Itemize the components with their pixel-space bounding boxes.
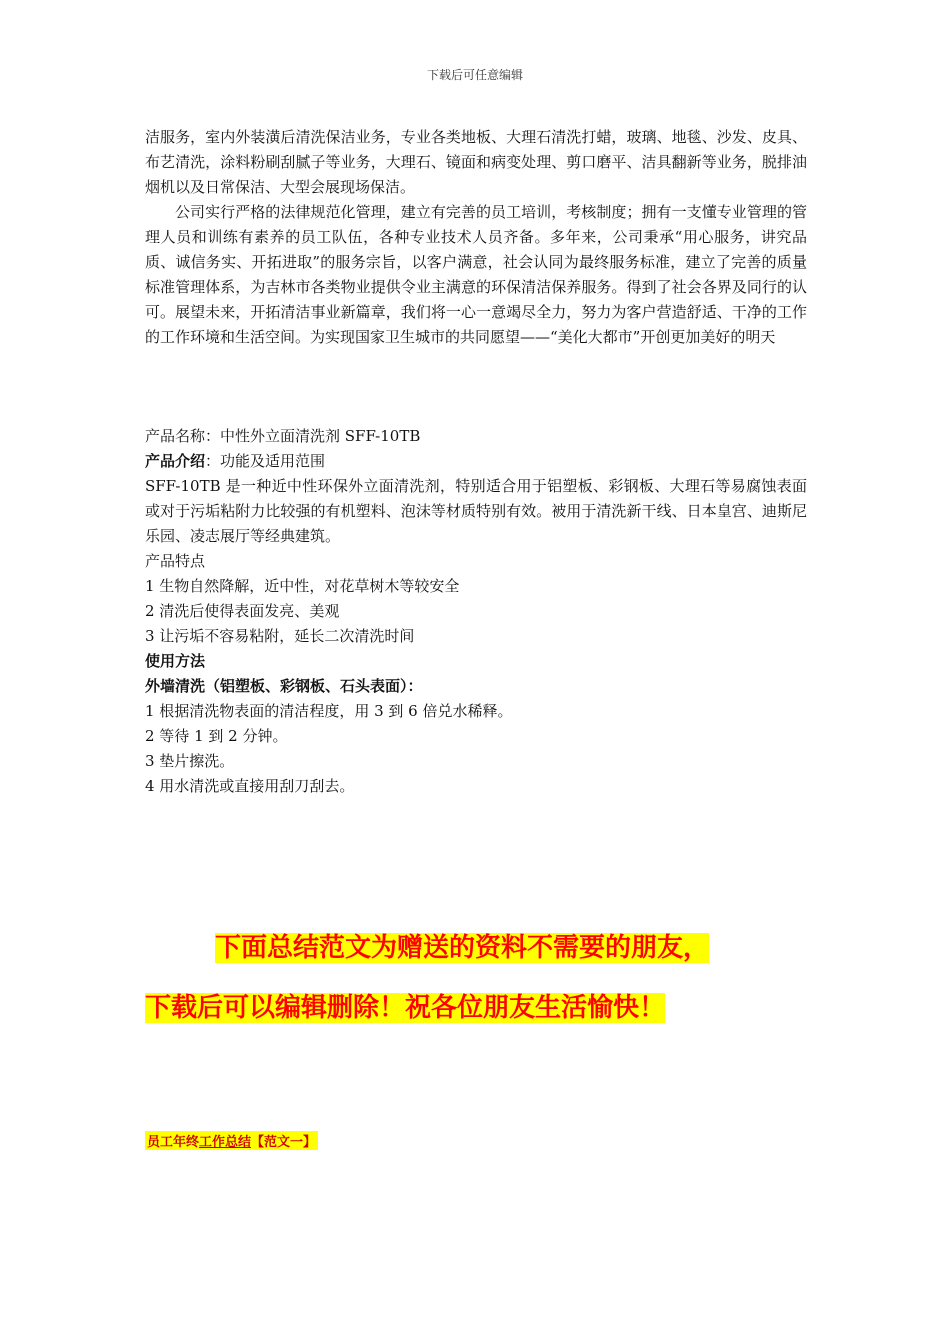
- title-suffix: 【范文一】: [251, 1135, 317, 1150]
- usage-step: 3 垫片擦洗。: [145, 752, 235, 770]
- features-title: 产品特点: [145, 552, 206, 570]
- product-intro-rest: ：功能及适用范围: [205, 452, 326, 470]
- notice-line-1: [145, 918, 807, 978]
- sample-essay-title: [145, 1131, 318, 1150]
- intro-paragraph-2: 公司实行严格的法律规范化管理，建立有完善的员工培训，考核制度；拥有一支懂专业管理的管理人员和训练有素养的员工队伍，各种专业技术人员齐备。多年来，公司秉承“用心服务，讲究品质、诚信务实、开拓进取”的服务宗旨，以客户满意，社会认同为最终服务标准，建立了完善的质量标准管理体系，为吉林市各类物业提供令业主满意的环保清洁保养服务。得到了社会各界及同行的认可。展望未来，开拓清洁事业新篇章，我们将一心一意竭尽全力，努力为客户营造舒适、干净的工作的工作环境和生活空间。为实现国家卫生城市的共同愿望——“美化大都市”开创更加美好的明天: [145, 203, 807, 346]
- usage-step: 4 用水清洗或直接用刮刀刮去。: [145, 777, 355, 795]
- usage-step: 1 根据清洗物表面的清洁程度，用 3 到 6 倍兑水稀释。: [145, 702, 513, 720]
- intro-paragraph-1: 洁服务，室内外装潢后清洗保洁业务，专业各类地板、大理石清洗打蜡，玻璃、地毯、沙发、皮具、布艺清洗，涂料粉刷刮腻子等业务，大理石、镜面和病变处理、剪口磨平、洁具翻新等业务，脱排油烟机以及日常保洁、大型会展现场保洁。: [145, 128, 807, 196]
- page-header: 下载后可任意编辑: [426, 68, 523, 82]
- company-intro: [145, 125, 807, 350]
- usage-subtitle: 外墙清洗（铝塑板、彩钢板、石头表面）：: [145, 677, 423, 695]
- feature-item: 2 清洗后使得表面发亮、美观: [145, 602, 340, 620]
- usage-step: 2 等待 1 到 2 分钟。: [145, 727, 288, 745]
- notice-line-2-text: 下载后可以编辑删除！祝各位朋友生活愉快！: [145, 993, 666, 1023]
- gift-notice: [145, 918, 807, 1038]
- product-intro-line: [145, 449, 807, 474]
- feature-item: 1 生物自然降解，近中性，对花草树木等较安全: [145, 577, 460, 595]
- title-prefix: 员工年终: [147, 1135, 200, 1150]
- work-summary-link[interactable]: 工作总结: [199, 1135, 252, 1150]
- product-name: 产品名称：中性外立面清洗剂 SFF-10TB: [145, 427, 421, 445]
- product-intro-label: 产品介绍: [145, 452, 206, 470]
- product-section: [145, 424, 807, 799]
- notice-line-2: [145, 978, 807, 1038]
- product-description: SFF-10TB 是一种近中性环保外立面清洗剂，特别适合用于铝塑板、彩钢板、大理石等易腐蚀表面或对于污垢粘附力比较强的有机塑料、泡沫等材质特别有效。被用于清洗新干线、日本皇宫、迪斯尼乐园、凌志展厅等经典建筑。: [145, 477, 807, 545]
- notice-line-1-text: 下面总结范文为赠送的资料不需要的朋友，: [215, 933, 710, 963]
- feature-item: 3 让污垢不容易粘附，延长二次清洗时间: [145, 627, 415, 645]
- usage-title: 使用方法: [145, 652, 206, 670]
